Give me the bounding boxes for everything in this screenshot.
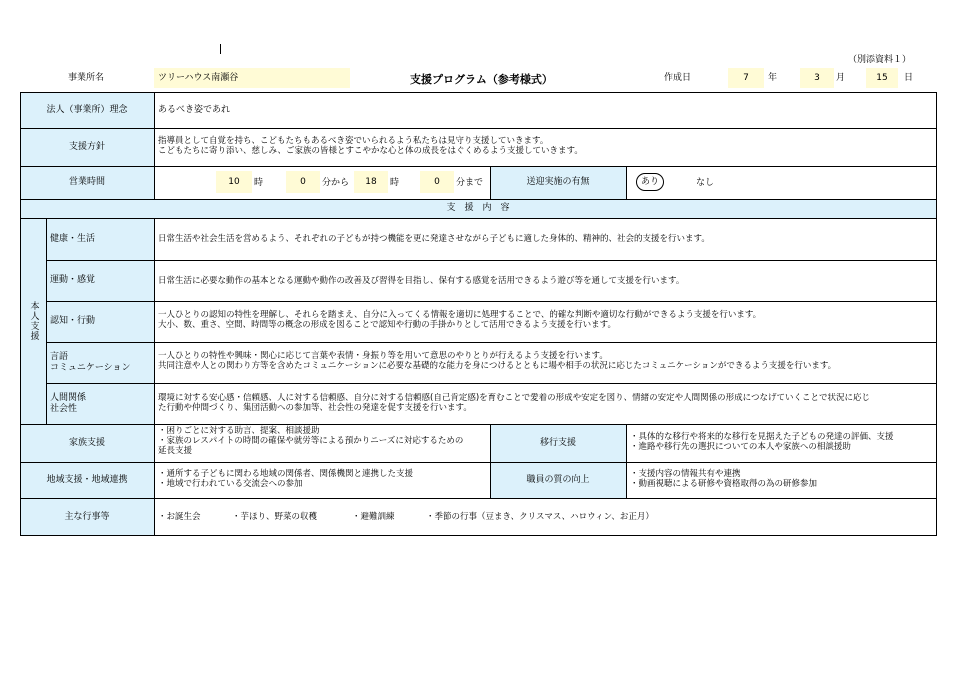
column-divider [490,166,491,199]
column-divider [490,424,491,498]
event-item[interactable]: ・芋ほり、野菜の収穫 [232,512,318,522]
staff-quality-text[interactable]: ・支援内容の情報共有や連携 ・動画視聴による研修や資格取得の為の研修参加 [630,469,818,489]
end-min-field[interactable]: 0 [420,171,454,193]
staff-quality-label: 職員の質の向上 [490,462,626,498]
events-label: 主な行事等 [20,498,154,536]
motor-sensory-text[interactable]: 日常生活に必要な動作の基本となる運動や動作の改善及び習得を目指し、保有する感覚を活用できるよう遊び等を通して支援を行います。 [158,275,685,286]
family-support-label: 家族支援 [20,424,154,462]
office-name-field[interactable]: ツリーハウス南瀬谷 [154,68,350,88]
row-divider [46,301,936,302]
philosophy-label: 法人（事業所）理念 [20,92,154,128]
event-item[interactable]: ・お誕生会 [158,512,201,522]
health-life-label: 健康・生活 [46,218,154,260]
transport-no-option[interactable]: なし [696,178,715,188]
to-label: 分まで [456,178,484,188]
end-hour-field[interactable]: 18 [354,171,388,193]
event-item[interactable]: ・避難訓練 [352,512,395,522]
family-support-text[interactable]: ・困りごとに対する助言、提案、相談援助 ・家族のレスパイトの時間の確保や就労等による預かりニーズに対応するための 延長支援 [158,426,464,456]
transport-yes-option[interactable]: あり [636,173,664,191]
language-communication-text[interactable]: 一人ひとりの特性や興味・関心に応じて言葉や表情・身振り等を用いて意思のやりとりが行えるよう支援を行います。 共同注意や人との関わり方等を含めたコミュニケーションに必要な基礎的な能力を身につけるとともに場や相手の状況に応じたコミュニケーションができるよう支援を行います。 [158,351,837,371]
column-divider [46,218,47,424]
month-field[interactable]: 3 [800,68,834,88]
table-border [20,92,936,93]
start-min-field[interactable]: 0 [286,171,320,193]
column-divider [154,92,155,199]
year-field[interactable]: 7 [728,68,764,88]
policy-line-2: こどもたちに寄り添い、慈しみ、ご家族の皆様とすこやかな心と体の成長をはぐくめるよう支援していきます。 [158,146,583,156]
column-divider [154,218,155,536]
day-field[interactable]: 15 [866,68,898,88]
page-title: 支援プログラム（参考様式） [410,73,553,86]
table-border [936,92,937,536]
end-hour-unit: 時 [390,178,400,188]
row-divider [46,383,936,384]
personal-support-side-label: 本人支援 [20,218,46,424]
attachment-label: （別添資料１） [848,55,912,65]
support-content-header: 支 援 内 容 [20,199,936,218]
day-unit: 日 [904,73,914,83]
row-divider [20,166,936,167]
month-unit: 月 [836,73,846,83]
community-support-text[interactable]: ・通所する子どもに関わる地域の関係者、関係機関と連携した支援 ・地域で行われている交流会への参加 [158,469,414,489]
text-cursor [220,44,221,54]
philosophy-text[interactable]: あるべき姿であれ [158,104,231,115]
row-divider [46,260,936,261]
language-communication-label: 言語 コミュニケーション [46,342,154,383]
year-unit: 年 [768,73,778,83]
cognition-behavior-text[interactable]: 一人ひとりの認知の特性を理解し、それらを踏まえ、自分に入ってくる情報を適切に処理することで、的確な判断や適切な行動ができるよう支援を行います。 大小、数、重さ、空間、時間等の概念の形成を図ることで認知や行動の手掛かりとして活用できるよう支援を行います。 [158,310,762,330]
row-divider [20,462,936,463]
from-label: 分から [322,178,350,188]
health-life-text[interactable]: 日常生活や社会生活を営めるよう、それぞれの子どもが持つ機能を更に発達させながら子どもに適した身体的、精神的、社会的支援を行います。 [158,234,710,244]
relationships-social-label: 人間関係 社会性 [46,383,154,424]
column-divider [626,166,627,199]
row-divider [20,424,936,425]
cognition-behavior-label: 認知・行動 [46,301,154,342]
motor-sensory-label: 運動・感覚 [46,260,154,301]
row-divider [46,342,936,343]
row-divider [20,498,936,499]
table-border [20,92,21,536]
start-hour-unit: 時 [254,178,264,188]
office-label: 事業所名 [68,73,105,83]
created-label: 作成日 [664,73,692,83]
transition-support-text[interactable]: ・具体的な移行や将来的な移行を見据えた子どもの発達の評価、支援 ・進路や移行先の選択についての本人や家族への相談援助 [630,432,894,452]
transport-label: 送迎実施の有無 [490,166,626,199]
start-hour-field[interactable]: 10 [216,171,252,193]
relationships-social-text[interactable]: 環境に対する安心感・信頼感、人に対する信頼感、自分に対する信頼感(自己肯定感)を育むことで愛着の形成や安定を図り、情緒の安定や人間関係の形成につなげていくことで状況に応じ た行動や仲間づくり、集団活動への参加等、社会性の発達を促す支援を行います。 [158,393,870,413]
transition-support-label: 移行支援 [490,424,626,462]
hours-label: 営業時間 [20,166,154,199]
column-divider [626,424,627,498]
table-border [20,535,937,536]
row-divider [20,128,936,129]
policy-text[interactable] [154,136,934,156]
policy-line-1: 指導員として自覚を持ち、こどもたちもあるべき姿でいられるよう私たちは見守り支援していきます。 [158,136,549,146]
row-divider [20,199,936,200]
event-item[interactable]: ・季節の行事（豆まき、クリスマス、ハロウィン、お正月） [426,512,654,522]
policy-label: 支援方針 [20,128,154,166]
community-support-label: 地域支援・地域連携 [20,462,154,498]
row-divider [20,218,936,219]
